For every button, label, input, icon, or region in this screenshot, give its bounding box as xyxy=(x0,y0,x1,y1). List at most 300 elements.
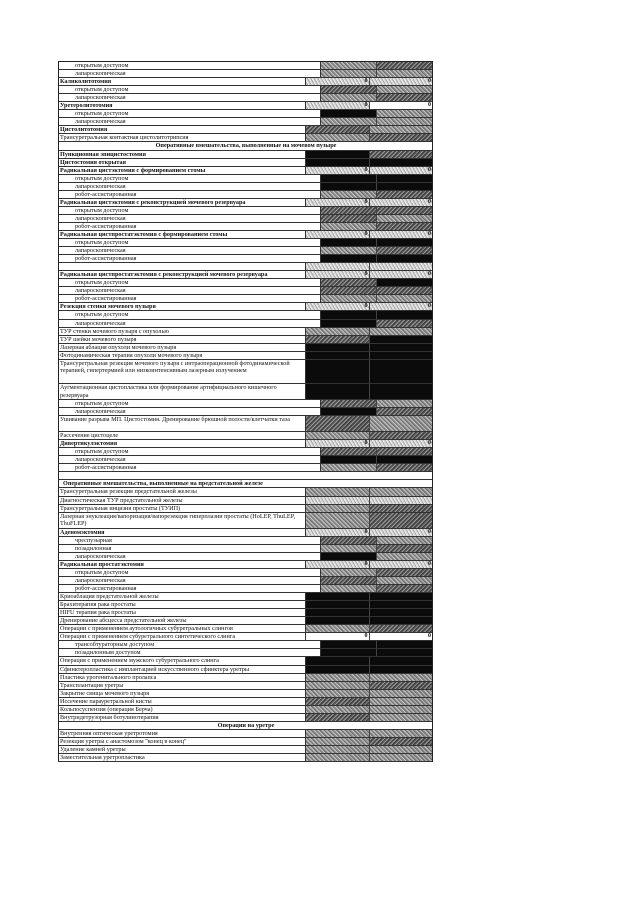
value-cell xyxy=(370,746,433,753)
table-row xyxy=(59,416,432,432)
value-cell xyxy=(321,223,377,230)
value-cell xyxy=(306,102,370,109)
cell-value: 0 xyxy=(428,166,431,173)
value-cell xyxy=(377,62,432,69)
table-row xyxy=(59,263,432,271)
row-label: Трансуретральная инцизия простаты (ТУИП) xyxy=(59,505,306,512)
row-label: лапароскопическая xyxy=(59,215,321,222)
value-cell xyxy=(306,706,370,713)
cell-value: 0 xyxy=(428,78,431,85)
table-row xyxy=(59,159,432,167)
value-cell xyxy=(306,601,370,608)
value-cell xyxy=(370,698,433,705)
value-cell xyxy=(306,505,370,512)
row-label: Пункционная эпицистостомия xyxy=(59,151,306,158)
table-row xyxy=(59,633,432,641)
row-label: Кольпосуспензия (операция Берча) xyxy=(59,706,306,713)
cell-value: 0 xyxy=(428,198,431,205)
value-cell xyxy=(306,746,370,753)
row-label: открытым доступом xyxy=(59,569,321,576)
value-cell xyxy=(370,625,433,632)
value-cell xyxy=(370,344,433,351)
row-label: лапароскопическая xyxy=(59,70,321,77)
row-label: Сфинктеропластика с имплантацией искусственного сфинктера уретры xyxy=(59,666,306,673)
table-row xyxy=(59,86,432,94)
value-cell xyxy=(321,545,377,552)
value-cell xyxy=(306,126,370,133)
row-label: робот-ассистированная xyxy=(59,585,321,592)
cell-value: 0 xyxy=(364,633,368,640)
value-cell xyxy=(306,416,370,431)
row-label: Лазерная энуклеация/вапоризация/вапорезекция гиперплазии простаты (HoLEP, ThuLEP, ThuFLEP) xyxy=(59,513,306,528)
table-row xyxy=(59,336,432,344)
value-cell xyxy=(370,328,433,335)
row-label: открытым доступом xyxy=(59,239,321,246)
row-label: Заместительная уретропластика xyxy=(59,754,306,761)
value-cell xyxy=(377,175,432,182)
table-row xyxy=(59,666,432,674)
value-cell xyxy=(306,497,370,504)
row-label: открытым доступом xyxy=(59,175,321,182)
table-row xyxy=(59,62,432,70)
value-cell xyxy=(377,70,432,77)
table-row xyxy=(59,617,432,625)
cell-value: 0 xyxy=(364,528,368,535)
value-cell xyxy=(306,738,370,745)
table-row xyxy=(59,456,432,464)
value-cell xyxy=(321,456,377,463)
cell-value: 0 xyxy=(364,102,368,109)
value-cell xyxy=(321,94,377,101)
value-cell xyxy=(370,754,433,761)
row-label: открытым доступом xyxy=(59,311,321,318)
value-cell xyxy=(306,754,370,761)
row-label: открытым доступом xyxy=(59,448,321,455)
value-cell xyxy=(370,432,433,439)
table-row xyxy=(59,400,432,408)
row-label: Внутренняя оптическая уретротомия xyxy=(59,730,306,737)
value-cell xyxy=(370,78,433,85)
value-cell xyxy=(370,497,433,504)
row-label: Операции на уретре xyxy=(217,721,275,729)
row-label: Внутридетрузорная ботулинотерапия xyxy=(59,714,306,721)
value-cell xyxy=(306,440,370,447)
value-cell xyxy=(306,633,370,640)
table-row xyxy=(59,191,432,199)
value-cell xyxy=(321,400,377,407)
value-cell xyxy=(306,698,370,705)
row-label: Дренирование абсцесса предстательной железы xyxy=(59,617,306,624)
row-label: Иссечение парауретральной кисты xyxy=(59,698,306,705)
value-cell xyxy=(321,585,377,592)
row-label: Оперативные вмешательства, выполненные на предстательной железе xyxy=(63,480,263,488)
value-cell xyxy=(306,199,370,206)
value-cell xyxy=(377,207,432,214)
value-cell xyxy=(321,287,377,294)
value-cell xyxy=(370,488,433,495)
cell-value: 0 xyxy=(428,230,431,237)
table-row xyxy=(59,738,432,746)
table-row xyxy=(59,215,432,223)
value-cell xyxy=(370,601,433,608)
value-cell xyxy=(306,432,370,439)
table-row xyxy=(59,94,432,102)
cell-value: 0 xyxy=(364,78,368,85)
value-cell xyxy=(370,593,433,600)
row-label: Рассечение цистоцеле xyxy=(59,432,306,439)
value-cell xyxy=(370,617,433,624)
value-cell xyxy=(377,553,432,560)
value-cell xyxy=(377,191,432,198)
value-cell xyxy=(377,110,432,117)
row-label: лапароскопическая xyxy=(59,183,321,190)
row-label xyxy=(59,472,432,479)
table-row xyxy=(59,239,432,247)
value-cell xyxy=(370,159,433,166)
cell-value: 0 xyxy=(364,271,368,278)
table-row xyxy=(59,255,432,263)
value-cell xyxy=(321,649,377,656)
value-cell xyxy=(370,303,433,310)
value-cell xyxy=(370,271,433,278)
value-cell xyxy=(377,118,432,125)
value-cell xyxy=(321,295,377,302)
value-cell xyxy=(377,183,432,190)
row-label: Трансуретральная резекция предстательной железы xyxy=(59,488,306,495)
value-cell xyxy=(321,464,377,471)
value-cell xyxy=(306,513,370,528)
row-label: лапароскопическая xyxy=(59,577,321,584)
value-cell xyxy=(321,62,377,69)
table-row xyxy=(59,279,432,287)
row-label: Дивертикулэктомия xyxy=(59,440,306,447)
row-label: лапароскопическая xyxy=(59,118,321,125)
value-cell xyxy=(306,625,370,632)
row-label: Трансплантация уретры xyxy=(59,682,306,689)
table-row xyxy=(59,754,432,762)
row-label: робот-ассистированная xyxy=(59,255,321,262)
value-cell xyxy=(370,657,433,664)
table-row xyxy=(59,569,432,577)
cell-value: 0 xyxy=(364,303,368,310)
table-row xyxy=(59,674,432,682)
value-cell xyxy=(306,561,370,568)
value-cell xyxy=(321,320,377,327)
value-cell xyxy=(370,529,433,536)
value-cell xyxy=(377,255,432,262)
value-cell xyxy=(306,78,370,85)
table-row xyxy=(59,609,432,617)
value-cell xyxy=(377,537,432,544)
table-row xyxy=(59,440,432,448)
value-cell xyxy=(370,231,433,238)
table-row xyxy=(59,328,432,336)
table-row xyxy=(59,70,432,78)
table-row xyxy=(59,577,432,585)
row-label: Закрытие свища мочевого пузыря xyxy=(59,690,306,697)
table-row xyxy=(59,585,432,593)
row-label: лапароскопическая xyxy=(59,553,321,560)
row-label: лапароскопическая xyxy=(59,94,321,101)
table-row xyxy=(59,320,432,328)
section-header-row xyxy=(59,722,432,730)
value-cell xyxy=(370,199,433,206)
row-label: Резекция стенки мочевого пузыря xyxy=(59,303,306,310)
row-label: Ушивание разрыва МП. Цистостомия. Дренирование брюшной полости/клетчатки таза xyxy=(59,416,306,431)
row-label: HIFU терапия рака простаты xyxy=(59,609,306,616)
value-cell xyxy=(321,311,377,318)
value-cell xyxy=(306,231,370,238)
value-cell xyxy=(321,408,377,415)
value-cell xyxy=(370,167,433,174)
cell-value: 0 xyxy=(364,560,368,567)
table-row xyxy=(59,151,432,159)
value-cell xyxy=(321,569,377,576)
table-row xyxy=(59,657,432,665)
table-row xyxy=(59,698,432,706)
table-row xyxy=(59,384,432,400)
table-row xyxy=(59,175,432,183)
cell-value: 0 xyxy=(428,528,431,535)
value-cell xyxy=(377,400,432,407)
table-row xyxy=(59,641,432,649)
value-cell xyxy=(321,255,377,262)
row-label: ТУР стенки мочевого пузыря с опухолью xyxy=(59,328,306,335)
row-label: Операция с применением мужского субуретрального слинга xyxy=(59,657,306,664)
table-row xyxy=(59,303,432,311)
row-label: Фотодинамическая терапия опухоли мочевого пузыря xyxy=(59,352,306,359)
table-row xyxy=(59,223,432,231)
value-cell xyxy=(321,70,377,77)
row-label: открытым доступом xyxy=(59,62,321,69)
row-label: Операции с применением аутологичных субуретральных слингов xyxy=(59,625,306,632)
value-cell xyxy=(306,682,370,689)
row-label: открытым доступом xyxy=(59,400,321,407)
value-cell xyxy=(306,303,370,310)
table-row xyxy=(59,601,432,609)
value-cell xyxy=(306,167,370,174)
value-cell xyxy=(377,247,432,254)
row-label: позадилонным доступом xyxy=(59,649,321,656)
value-cell xyxy=(370,666,433,673)
value-cell xyxy=(370,609,433,616)
value-cell xyxy=(377,408,432,415)
row-label: лапароскопическая xyxy=(59,408,321,415)
table-row xyxy=(59,529,432,537)
value-cell xyxy=(306,328,370,335)
value-cell xyxy=(370,440,433,447)
table-row xyxy=(59,102,432,110)
cell-value: 0 xyxy=(364,440,368,447)
row-label: Оперативные вмешательства, выполненные на мочевом пузыре xyxy=(155,142,337,150)
row-label: Уретеролитотомия xyxy=(59,102,306,109)
value-cell xyxy=(377,287,432,294)
value-cell xyxy=(377,641,432,648)
value-cell xyxy=(306,159,370,166)
table-row xyxy=(59,448,432,456)
value-cell xyxy=(306,336,370,343)
value-cell xyxy=(321,553,377,560)
value-cell xyxy=(370,513,433,528)
value-cell xyxy=(321,279,377,286)
table-row xyxy=(59,561,432,569)
value-cell xyxy=(306,384,370,399)
value-cell xyxy=(306,657,370,664)
row-label: открытым доступом xyxy=(59,207,321,214)
value-cell xyxy=(306,714,370,721)
value-cell xyxy=(321,191,377,198)
value-cell xyxy=(370,263,433,270)
row-label: робот-ассистированная xyxy=(59,295,321,302)
value-cell xyxy=(306,352,370,359)
value-cell xyxy=(370,102,433,109)
value-cell xyxy=(321,86,377,93)
table-row xyxy=(59,311,432,319)
row-label: Аугментационная цистопластика или формирование артифициального кишечного резервуара xyxy=(59,384,306,399)
cell-value: 0 xyxy=(428,271,431,278)
value-cell xyxy=(306,593,370,600)
value-cell xyxy=(377,239,432,246)
table-row xyxy=(59,746,432,754)
table-row xyxy=(59,199,432,207)
table-row xyxy=(59,247,432,255)
value-cell xyxy=(321,537,377,544)
value-cell xyxy=(306,134,370,141)
value-cell xyxy=(321,641,377,648)
cell-value: 0 xyxy=(364,230,368,237)
value-cell xyxy=(321,118,377,125)
table-row xyxy=(59,553,432,561)
value-cell xyxy=(370,134,433,141)
cell-value: 0 xyxy=(428,102,431,109)
table-row xyxy=(59,464,432,472)
table-row xyxy=(59,360,432,384)
value-cell xyxy=(377,94,432,101)
value-cell xyxy=(370,714,433,721)
value-cell xyxy=(306,488,370,495)
table-row xyxy=(59,78,432,86)
row-label: Диагностическая ТУР предстательной железы xyxy=(59,497,306,504)
table-row xyxy=(59,126,432,134)
table-row xyxy=(59,537,432,545)
value-cell xyxy=(306,529,370,536)
value-cell xyxy=(306,617,370,624)
value-cell xyxy=(377,86,432,93)
value-cell xyxy=(306,674,370,681)
value-cell xyxy=(377,311,432,318)
value-cell xyxy=(377,585,432,592)
cell-value: 0 xyxy=(364,166,368,173)
value-cell xyxy=(377,456,432,463)
table-row xyxy=(59,690,432,698)
value-cell xyxy=(377,448,432,455)
section-header-row xyxy=(59,480,432,488)
value-cell xyxy=(370,633,433,640)
table-row xyxy=(59,271,432,279)
row-label: ТУР шейки мочевого пузыря xyxy=(59,336,306,343)
row-label: Резекция уретры с анастомозом "конец в конец" xyxy=(59,738,306,745)
value-cell xyxy=(370,561,433,568)
row-label: Цистолитотомия xyxy=(59,126,306,133)
cell-value: 0 xyxy=(428,440,431,447)
value-cell xyxy=(370,360,433,383)
value-cell xyxy=(370,738,433,745)
row-label: Аденомэктомия xyxy=(59,529,306,536)
value-cell xyxy=(377,545,432,552)
row-label: лапароскопическая xyxy=(59,456,321,463)
value-cell xyxy=(377,464,432,471)
row-label: Брахитерапия рака простаты xyxy=(59,601,306,608)
value-cell xyxy=(321,239,377,246)
table-row xyxy=(59,110,432,118)
row-label: Трансуретральная резекция мочевого пузыря с интраоперационной фотодинамической терапией, гипертермией или низкоинтенсивным лазерным излучением xyxy=(59,360,306,383)
value-cell xyxy=(370,674,433,681)
row-label xyxy=(59,263,306,270)
table-row xyxy=(59,432,432,440)
cell-value: 0 xyxy=(428,303,431,310)
value-cell xyxy=(370,505,433,512)
value-cell xyxy=(306,360,370,383)
table-row xyxy=(59,706,432,714)
value-cell xyxy=(321,207,377,214)
cell-value: 0 xyxy=(428,560,431,567)
cell-value: 0 xyxy=(428,633,431,640)
value-cell xyxy=(321,215,377,222)
row-label: Радикальная простатэктомия xyxy=(59,561,306,568)
row-label: Радикальная цистэктомия с формированием стомы xyxy=(59,167,306,174)
table-row xyxy=(59,408,432,416)
row-label: открытым доступом xyxy=(59,86,321,93)
row-label: робот-ассистированная xyxy=(59,191,321,198)
value-cell xyxy=(306,690,370,697)
row-label: Удаление камней уретры xyxy=(59,746,306,753)
value-cell xyxy=(306,151,370,158)
value-cell xyxy=(306,263,370,270)
table-row xyxy=(59,682,432,690)
value-cell xyxy=(306,666,370,673)
row-label: Криоаблация предстательной железы xyxy=(59,593,306,600)
row-label: открытым доступом xyxy=(59,279,321,286)
value-cell xyxy=(377,577,432,584)
value-cell xyxy=(370,730,433,737)
value-cell xyxy=(377,223,432,230)
value-cell xyxy=(377,295,432,302)
row-label: Калнколнтотомия xyxy=(59,78,306,85)
table-row xyxy=(59,545,432,553)
row-label: робот-ассистированная xyxy=(59,223,321,230)
table-row xyxy=(59,488,432,496)
value-cell xyxy=(377,320,432,327)
row-label: Лазерная аблация опухоли мочевого пузыря xyxy=(59,344,306,351)
value-cell xyxy=(306,609,370,616)
value-cell xyxy=(377,279,432,286)
row-label: Цистостомия открытая xyxy=(59,159,306,166)
value-cell xyxy=(321,183,377,190)
row-label: лапароскопическая xyxy=(59,287,321,294)
table-row xyxy=(59,295,432,303)
value-cell xyxy=(370,706,433,713)
value-cell xyxy=(321,448,377,455)
procedures-table xyxy=(58,61,433,762)
table-row xyxy=(59,497,432,505)
table-row xyxy=(59,472,432,480)
value-cell xyxy=(370,126,433,133)
table-row xyxy=(59,134,432,142)
row-label: Радикальная цистпростатэктомия с реконструкцией мочевого резервуара xyxy=(59,271,306,278)
table-row xyxy=(59,207,432,215)
value-cell xyxy=(321,175,377,182)
row-label: позадилонная xyxy=(59,545,321,552)
